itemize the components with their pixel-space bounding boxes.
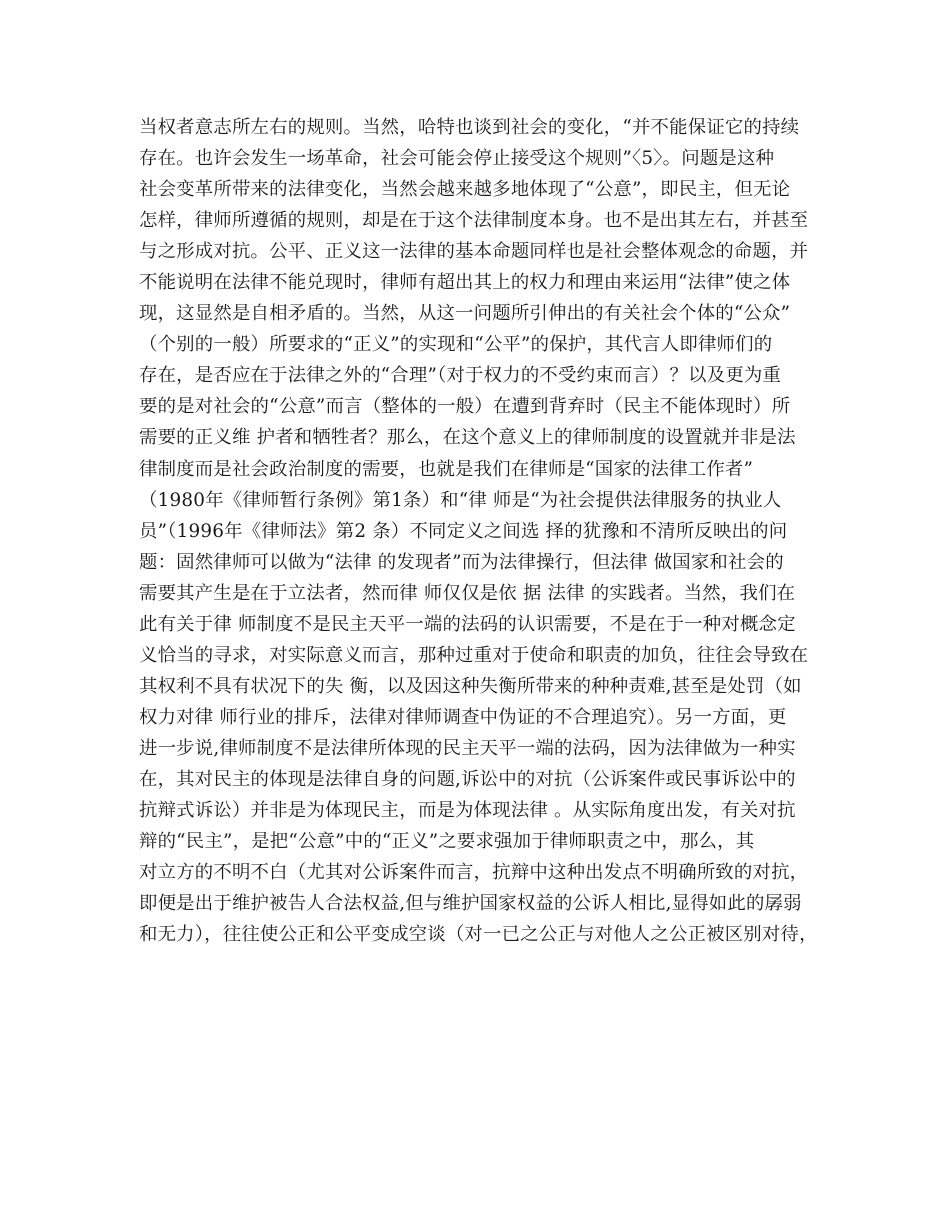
- text-line: 怎样，律师所遵循的规则，却是在于这个法律制度本身。也不是出其左右，并甚至: [139, 210, 809, 232]
- text-line: 社会变革所带来的法律变化，当然会越来越多地体现了“公意”，即民主，但无论: [139, 179, 791, 201]
- text-line: 在，其对民主的体现是法律自身的问题,诉讼中的对抗（公诉案件或民事诉讼中的: [139, 768, 796, 790]
- text-line: 需要其产生是在于立法者，然而律 师仅仅是依 据 法律 的实践者。当然，我们在: [139, 582, 796, 604]
- text-line: 要的是对社会的“公意”而言（整体的一般）在遭到背弃时（民主不能体现时）所: [139, 396, 791, 418]
- text-line: 需要的正义维 护者和牺牲者？那么，在这个意义上的律师制度的设置就并非是法: [139, 427, 796, 449]
- text-line: 当权者意志所左右的规则。当然，哈特也谈到社会的变化，“并不能保证它的持续: [139, 117, 800, 138]
- text-line: 义恰当的寻求，对实际意义而言，那种过重对于使命和职责的加负，往往会导致在: [139, 644, 809, 666]
- text-line: 题：固然律师可以做为“法律 的发现者”而为法律操行，但法律 做国家和社会的: [139, 551, 784, 573]
- text-line: （个别的一般）所要求的“正义”的实现和“公平”的保护，其代言人即律师们的: [139, 334, 773, 356]
- text-line: 其权利不具有状况下的失 衡，以及因这种失衡所带来的种种责难,甚至是处罚（如: [139, 675, 802, 697]
- text-line: 对立方的不明不白（尤其对公诉案件而言，抗辩中这种出发点不明确所致的对抗，: [139, 862, 809, 884]
- text-line: 进一步说,律师制度不是法律所体现的民主天平一端的法码，因为法律做为一种实: [139, 737, 796, 759]
- text-line: 存在。也许会发生一场革命，社会可能会停止接受这个规则”〈5〉。问题是这种: [139, 148, 775, 170]
- text-line: 存在，是否应在于法律之外的“合理”（对于权力的不受约束而言）？以及更为重: [139, 365, 782, 387]
- text-line: 和无力），往往使公正和公平变成空谈（对一已之公正与对他人之公正被区别对待，: [139, 924, 818, 946]
- text-line: 与之形成对抗。公平、正义这一法律的基本命题同样也是社会整体观念的命题，并: [139, 241, 809, 263]
- text-line: （1980年《律师暂行条例》第1条）和“律 师是“为社会提供法律服务的执业人: [139, 489, 782, 511]
- text-line: 现，这显然是自相矛盾的。当然，从这一问题所引伸出的有关社会个体的“公众”: [139, 303, 791, 325]
- text-line: 辩的“民主”，是把“公意”中的“正义”之要求强加于律师职责之中，那么，其: [139, 831, 755, 853]
- text-line: 不能说明在法律不能兑现时，律师有超出其上的权力和理由来运用“法律”使之体: [139, 272, 791, 294]
- text-line: 此有关于律 师制度不是民主天平一端的法码的认识需要，不是在于一种对概念定: [139, 613, 796, 635]
- text-line: 员”（1996年《律师法》第2 条）不同定义之间选 择的犹豫和不清所反映出的问: [139, 520, 788, 542]
- text-line: 即便是出于维护被告人合法权益,但与维护国家权益的公诉人相比,显得如此的孱弱: [139, 893, 802, 915]
- text-line: 权力对律 师行业的排斥，法律对律师调查中伪证的不合理追究）。另一方面，更: [139, 706, 787, 728]
- text-line: 律制度而是社会政治制度的需要，也就是我们在律师是“国家的法律工作者”: [139, 458, 754, 480]
- body-text: [139, 112, 819, 950]
- text-line: 抗辩式诉讼）并非是为体现民主，而是为体现法律 。从实际角度出发，有关对抗: [139, 800, 796, 822]
